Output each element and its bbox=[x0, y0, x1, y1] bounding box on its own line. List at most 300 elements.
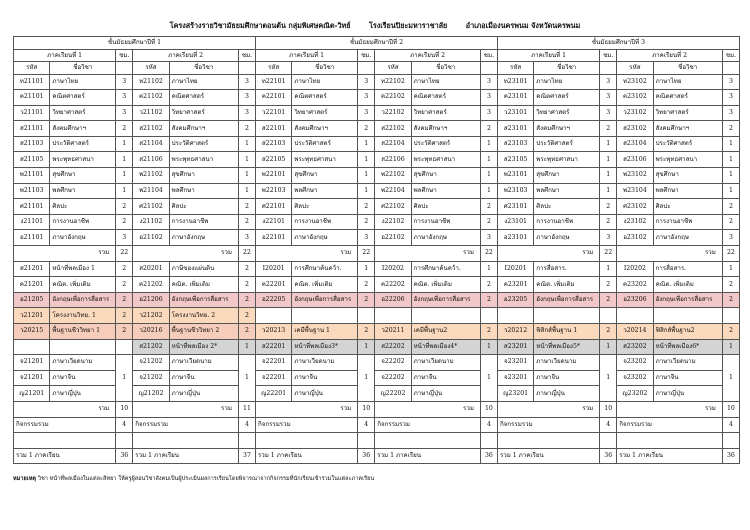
semester-header: ภาคเรียนที่ 1 bbox=[14, 49, 116, 62]
subject-name: ภาษาอังกฤษ bbox=[50, 230, 116, 246]
subject-name: หน้าที่พลเมือง 2* bbox=[169, 339, 238, 355]
subject-hours: 2 bbox=[600, 292, 617, 308]
year-header: ชั้นมัธยมศึกษาปีที่ 1 bbox=[14, 37, 256, 50]
language-code: จ21202 bbox=[133, 370, 169, 386]
subject-name: ประวัติศาสตร์ bbox=[50, 136, 116, 152]
language-code: ญ22202 bbox=[375, 386, 411, 402]
subject-name: ประวัติศาสตร์ bbox=[411, 136, 480, 152]
subject-name: เคมีพื้นฐาน 1 bbox=[292, 324, 358, 340]
year-header: ชั้นมัธยมศึกษาปีที่ 2 bbox=[255, 37, 497, 50]
hours-header bbox=[238, 62, 255, 75]
table-row bbox=[14, 433, 740, 449]
subject-code: อ22102 bbox=[375, 230, 411, 246]
language-code: ญ23202 bbox=[617, 386, 653, 402]
subject-code: ส22202 bbox=[375, 339, 411, 355]
subject-code: ส22103 bbox=[255, 136, 291, 152]
activity-label: กิจกรรมรวม bbox=[497, 417, 599, 433]
language-code: จ22201 bbox=[255, 355, 291, 371]
total-hours: 22 bbox=[116, 246, 133, 262]
subject-name: อังกฤษเพื่อการสื่อสาร bbox=[411, 292, 480, 308]
subject-hours: 2 bbox=[600, 277, 617, 293]
language-name: ภาษาเวียดนาม bbox=[411, 355, 480, 371]
blank-cell bbox=[14, 433, 116, 449]
subject-hours: 2 bbox=[116, 199, 133, 215]
subject-name: วิทยาศาสตร์ bbox=[534, 105, 600, 121]
code-header: รหัส bbox=[133, 62, 169, 75]
subject-name: อังกฤษเพื่อการสื่อสาร bbox=[50, 292, 116, 308]
language-name: ภาษาญี่ปุ่น bbox=[534, 386, 600, 402]
total-label: รวม bbox=[133, 246, 239, 262]
subject-name: การงานอาชีพ bbox=[653, 214, 722, 230]
subject-name: ภาษีของแผ่นดิน bbox=[169, 261, 238, 277]
subject-name: พระพุทธศาสนา bbox=[534, 152, 600, 168]
subject-hours: 2 bbox=[116, 121, 133, 137]
subject-name: ภาษาไทย bbox=[534, 74, 600, 90]
subject-code: ค22102 bbox=[375, 90, 411, 106]
language-name: ภาษาเวียดนาม bbox=[292, 355, 358, 371]
subject-hours: 2 bbox=[358, 199, 375, 215]
subject-name: คณิตศาสตร์ bbox=[653, 90, 722, 106]
subject-hours: 1 bbox=[358, 152, 375, 168]
subject-hours: 1 bbox=[722, 339, 739, 355]
subject-code: ศ21101 bbox=[14, 199, 50, 215]
activity-label: กิจกรรมรวม bbox=[375, 417, 481, 433]
language-code: จ23201 bbox=[497, 370, 533, 386]
total-hours: 10 bbox=[358, 401, 375, 417]
subject-name: หน้าที่พลเมือง6* bbox=[653, 339, 722, 355]
subject-code: ค21201 bbox=[14, 277, 50, 293]
subject-name: อังกฤษเพื่อการสื่อสาร bbox=[169, 292, 238, 308]
subject-code: ท22101 bbox=[255, 74, 291, 90]
language-code: จ21202 bbox=[133, 355, 169, 371]
language-name: ภาษาญี่ปุ่น bbox=[653, 386, 722, 402]
subject-code: ส21106 bbox=[133, 152, 169, 168]
subject-header: ชื่อวิชา bbox=[411, 62, 480, 75]
subject-code: อ22101 bbox=[255, 230, 291, 246]
subject-hours: 2 bbox=[722, 292, 739, 308]
subject-hours: 3 bbox=[238, 230, 255, 246]
subject-code: ส21104 bbox=[133, 136, 169, 152]
table-row bbox=[14, 62, 740, 75]
code-header: รหัส bbox=[375, 62, 411, 75]
subject-name: ประวัติศาสตร์ bbox=[169, 136, 238, 152]
subject-hours: 1 bbox=[600, 168, 617, 184]
semester-header: ภาคเรียนที่ 2 bbox=[133, 49, 239, 62]
subject-hours: 2 bbox=[238, 214, 255, 230]
subject-name: ภาษาอังกฤษ bbox=[534, 230, 600, 246]
total-label: รวม bbox=[255, 401, 357, 417]
total-label: รวม bbox=[375, 401, 481, 417]
hours-header: ชม. bbox=[480, 49, 497, 62]
blank-cell bbox=[722, 433, 739, 449]
subject-name: สุขศึกษา bbox=[534, 168, 600, 184]
total-hours: 11 bbox=[238, 401, 255, 417]
grand-total-label: รวม 1 ภาคเรียน bbox=[375, 448, 481, 464]
subject-name: หน้าที่พลเมือง5* bbox=[534, 339, 600, 355]
subject-hours: 3 bbox=[722, 90, 739, 106]
subject-name: คณิตศาสตร์ bbox=[534, 90, 600, 106]
subject-name: ศิลปะ bbox=[50, 199, 116, 215]
subject-code: ส23106 bbox=[617, 152, 653, 168]
subject-hours: 2 bbox=[600, 199, 617, 215]
subject-code bbox=[14, 339, 50, 355]
subject-code: ว20212 bbox=[497, 324, 533, 340]
subject-hours: 1 bbox=[480, 261, 497, 277]
subject-hours bbox=[116, 339, 133, 355]
subject-hours: 2 bbox=[358, 292, 375, 308]
subject-name bbox=[50, 339, 116, 355]
activity-hours: 4 bbox=[116, 417, 133, 433]
subject-code: ศ21102 bbox=[133, 199, 169, 215]
subject-code: ง22101 bbox=[255, 214, 291, 230]
subject-code: ว20216 bbox=[133, 324, 169, 340]
subject-name: วิทยาศาสตร์ bbox=[169, 105, 238, 121]
blank-cell bbox=[600, 433, 617, 449]
table-row bbox=[14, 183, 740, 199]
subject-code: ค21102 bbox=[133, 90, 169, 106]
subject-code: ท22102 bbox=[375, 74, 411, 90]
subject-name: ภาษาไทย bbox=[653, 74, 722, 90]
subject-hours: 1 bbox=[116, 152, 133, 168]
subject-hours: 2 bbox=[116, 308, 133, 324]
subject-hours: 2 bbox=[238, 277, 255, 293]
subject-name: โครงงานวิทย. 1 bbox=[50, 308, 116, 324]
subject-code: ส23202 bbox=[617, 339, 653, 355]
grand-total-hours: 36 bbox=[722, 448, 739, 464]
subject-name: การงานอาชีพ bbox=[292, 214, 358, 230]
subject-name: วิทยาศาสตร์ bbox=[653, 105, 722, 121]
subject-hours: 2 bbox=[238, 324, 255, 340]
subject-code: ว20215 bbox=[14, 324, 50, 340]
subject-code: อ22205 bbox=[255, 292, 291, 308]
subject-code: ส23101 bbox=[497, 121, 533, 137]
total-hours: 22 bbox=[238, 246, 255, 262]
language-hours: 1 bbox=[116, 355, 133, 402]
total-label: รวม bbox=[617, 246, 723, 262]
subject-name: พระพุทธศาสนา bbox=[411, 152, 480, 168]
subject-hours: 2 bbox=[480, 324, 497, 340]
subject-hours: 2 bbox=[722, 214, 739, 230]
subject-name: สุขศึกษา bbox=[292, 168, 358, 184]
language-name: ภาษาจีน bbox=[411, 370, 480, 386]
subject-hours: 2 bbox=[116, 214, 133, 230]
subject-hours: 1 bbox=[722, 261, 739, 277]
language-code: จ23201 bbox=[497, 355, 533, 371]
subject-name: ภาษาไทย bbox=[292, 74, 358, 90]
subject-hours: 3 bbox=[600, 90, 617, 106]
table-row bbox=[14, 121, 740, 137]
subject-name: สุขศึกษา bbox=[411, 168, 480, 184]
subject-name: อังกฤษเพื่อการสื่อสาร bbox=[292, 292, 358, 308]
code-header: รหัส bbox=[14, 62, 50, 75]
subject-name: อังกฤษเพื่อการสื่อสาร bbox=[653, 292, 722, 308]
subject-hours: 1 bbox=[116, 136, 133, 152]
subject-hours: 2 bbox=[722, 277, 739, 293]
subject-name: ศิลปะ bbox=[292, 199, 358, 215]
total-label: รวม bbox=[617, 401, 723, 417]
language-hours: 1 bbox=[722, 355, 739, 402]
subject-hours: 3 bbox=[480, 74, 497, 90]
subject-hours: 1 bbox=[238, 339, 255, 355]
subject-name: หน้าที่พลเมือง4* bbox=[411, 339, 480, 355]
subject-hours: 1 bbox=[600, 136, 617, 152]
subject-code: อ23205 bbox=[497, 292, 533, 308]
subject-code: พ21102 bbox=[133, 168, 169, 184]
table-row bbox=[14, 152, 740, 168]
subject-name: อังกฤษเพื่อการสื่อสาร bbox=[534, 292, 600, 308]
subject-code: พ22102 bbox=[375, 168, 411, 184]
subject-hours: 2 bbox=[238, 292, 255, 308]
total-label: รวม bbox=[497, 401, 599, 417]
subject-hours: 3 bbox=[722, 105, 739, 121]
subject-hours: 1 bbox=[600, 152, 617, 168]
subject-name: ศิลปะ bbox=[411, 199, 480, 215]
subject-hours: 2 bbox=[480, 121, 497, 137]
subject-code: I20201 bbox=[255, 261, 291, 277]
table-row bbox=[14, 417, 740, 433]
subject-name: ฟิสิกส์พื้นฐาน2 bbox=[653, 324, 722, 340]
language-name: ภาษาญี่ปุ่น bbox=[292, 386, 358, 402]
language-hours: 1 bbox=[238, 355, 255, 402]
subject-hours: 1 bbox=[480, 168, 497, 184]
subject-code: ว20214 bbox=[617, 324, 653, 340]
table-row bbox=[14, 230, 740, 246]
subject-hours: 1 bbox=[358, 261, 375, 277]
subject-name: ศิลปะ bbox=[653, 199, 722, 215]
subject-name: ศิลปะ bbox=[169, 199, 238, 215]
subject-name: สังคมศึกษาฯ bbox=[653, 121, 722, 137]
subject-code bbox=[617, 308, 653, 324]
total-hours: 10 bbox=[722, 401, 739, 417]
subject-code: ง22102 bbox=[375, 214, 411, 230]
subject-hours: 2 bbox=[480, 214, 497, 230]
subject-hours: 2 bbox=[358, 324, 375, 340]
subject-code: ส21101 bbox=[14, 121, 50, 137]
subject-hours: 2 bbox=[722, 121, 739, 137]
subject-name: สุขศึกษา bbox=[169, 168, 238, 184]
subject-name: การงานอาชีพ bbox=[50, 214, 116, 230]
table-row bbox=[14, 401, 740, 417]
language-name: ภาษาญี่ปุ่น bbox=[411, 386, 480, 402]
language-name: ภาษาจีน bbox=[534, 370, 600, 386]
subject-name: พลศึกษา bbox=[169, 183, 238, 199]
subject-code: อ23102 bbox=[617, 230, 653, 246]
subject-code: อ21205 bbox=[14, 292, 50, 308]
subject-name: หน้าที่พลเมือง3* bbox=[292, 339, 358, 355]
subject-name: คณิตศาสตร์ bbox=[411, 90, 480, 106]
subject-code bbox=[255, 308, 291, 324]
subject-name: คณิต. เพิ่มเติม bbox=[292, 277, 358, 293]
subject-hours: 1 bbox=[358, 183, 375, 199]
subject-hours: 2 bbox=[600, 324, 617, 340]
subject-code: อ21101 bbox=[14, 230, 50, 246]
subject-code: ส21201 bbox=[14, 261, 50, 277]
table-row bbox=[14, 214, 740, 230]
subject-name: พื้นฐานชีววิทยา 1 bbox=[50, 324, 116, 340]
subject-name: คณิต. เพิ่มเติม bbox=[411, 277, 480, 293]
subject-code: ส21102 bbox=[133, 121, 169, 137]
subject-code: ค23201 bbox=[497, 277, 533, 293]
language-code: จ23202 bbox=[617, 370, 653, 386]
footnote bbox=[13, 475, 740, 483]
subject-name: พื้นฐานชีววิทยา 2 bbox=[169, 324, 238, 340]
subject-hours: 2 bbox=[358, 121, 375, 137]
subject-name: การสื่อสาร. bbox=[534, 261, 600, 277]
subject-code: ศ23101 bbox=[497, 199, 533, 215]
subject-hours: 3 bbox=[238, 74, 255, 90]
table-row bbox=[14, 49, 740, 62]
activity-hours: 4 bbox=[600, 417, 617, 433]
subject-code: ค23101 bbox=[497, 90, 533, 106]
subject-name: สังคมศึกษาฯ bbox=[292, 121, 358, 137]
table-row bbox=[14, 355, 740, 371]
subject-code: ส23104 bbox=[617, 136, 653, 152]
subject-name: การสื่อสาร. bbox=[653, 261, 722, 277]
total-label: รวม bbox=[497, 246, 599, 262]
blank-cell bbox=[255, 433, 357, 449]
language-name: ภาษาเวียดนาม bbox=[50, 355, 116, 371]
language-code: จ22201 bbox=[255, 370, 291, 386]
hours-header bbox=[722, 62, 739, 75]
subject-hours: 1 bbox=[116, 168, 133, 184]
subject-hours: 3 bbox=[358, 105, 375, 121]
language-name: ภาษาญี่ปุ่น bbox=[169, 386, 238, 402]
subject-code: ส22105 bbox=[255, 152, 291, 168]
total-label: รวม bbox=[14, 246, 116, 262]
subject-header: ชื่อวิชา bbox=[169, 62, 238, 75]
subject-hours: 1 bbox=[238, 168, 255, 184]
hours-header: ชม. bbox=[600, 49, 617, 62]
subject-code: ส23105 bbox=[497, 152, 533, 168]
subject-hours: 3 bbox=[358, 74, 375, 90]
subject-hours: 3 bbox=[600, 230, 617, 246]
title-project: โครงสร้างรายวิชามัธยมศึกษาตอนต้น กลุ่มพิเศษคณิต-วิทย์ bbox=[169, 21, 351, 30]
subject-code: ส23103 bbox=[497, 136, 533, 152]
language-name: ภาษาเวียดนาม bbox=[653, 355, 722, 371]
grand-total-hours: 36 bbox=[480, 448, 497, 464]
subject-hours: 2 bbox=[358, 277, 375, 293]
activity-hours: 4 bbox=[722, 417, 739, 433]
subject-name: พระพุทธศาสนา bbox=[169, 152, 238, 168]
subject-code: พ21101 bbox=[14, 168, 50, 184]
grand-total-hours: 36 bbox=[116, 448, 133, 464]
total-hours: 22 bbox=[600, 246, 617, 262]
blank-cell bbox=[133, 433, 239, 449]
footnote-text: วิชา หน้าที่พลเมืองในแต่ละสิทยา ให้ครูผู้สอนวิชาสังคมเป็นผู้ประเมินผลการเรียนโดยพิจารณาจากกิจกรรมที่นักเรียนเข้าร่วมในแต่ละภาคเรียน bbox=[37, 476, 375, 482]
language-name: ภาษาเวียดนาม bbox=[169, 355, 238, 371]
subject-hours bbox=[600, 308, 617, 324]
subject-code: ส21202 bbox=[133, 339, 169, 355]
subject-name: ประวัติศาสตร์ bbox=[292, 136, 358, 152]
language-code: ญ22201 bbox=[255, 386, 291, 402]
subject-name: การศึกษาค้นคว้า. bbox=[411, 261, 480, 277]
subject-name: พลศึกษา bbox=[653, 183, 722, 199]
subject-hours: 2 bbox=[480, 292, 497, 308]
language-name: ภาษาจีน bbox=[169, 370, 238, 386]
subject-code: พ22104 bbox=[375, 183, 411, 199]
subject-code: ว21201 bbox=[14, 308, 50, 324]
table-row bbox=[14, 199, 740, 215]
grand-total-label: รวม 1 ภาคเรียน bbox=[497, 448, 599, 464]
subject-code: ง23102 bbox=[617, 214, 653, 230]
subject-code: ท21102 bbox=[133, 74, 169, 90]
subject-name: ภาษาอังกฤษ bbox=[653, 230, 722, 246]
subject-code: อ21102 bbox=[133, 230, 169, 246]
subject-hours: 1 bbox=[722, 183, 739, 199]
total-hours: 22 bbox=[722, 246, 739, 262]
subject-code: ศ22101 bbox=[255, 199, 291, 215]
subject-hours: 1 bbox=[722, 136, 739, 152]
subject-name: สังคมศึกษาฯ bbox=[411, 121, 480, 137]
total-hours: 22 bbox=[358, 246, 375, 262]
language-code: จ22202 bbox=[375, 355, 411, 371]
language-name: ภาษาญี่ปุ่น bbox=[50, 386, 116, 402]
subject-hours: 3 bbox=[480, 230, 497, 246]
subject-hours: 3 bbox=[600, 74, 617, 90]
table-row bbox=[14, 105, 740, 121]
table-row bbox=[14, 292, 740, 308]
title-school: โรงเรียนปิยะมหาราชาลัย bbox=[368, 21, 448, 30]
subject-name: ภาษาอังกฤษ bbox=[169, 230, 238, 246]
language-code: จ21201 bbox=[14, 355, 50, 371]
curriculum-table bbox=[13, 36, 740, 464]
subject-name bbox=[534, 308, 600, 324]
subject-code: ง23101 bbox=[497, 214, 533, 230]
activity-label: กิจกรรมรวม bbox=[133, 417, 239, 433]
subject-name: ภาษาอังกฤษ bbox=[411, 230, 480, 246]
subject-name: สังคมศึกษาฯ bbox=[534, 121, 600, 137]
subject-hours: 1 bbox=[116, 183, 133, 199]
language-code: จ21201 bbox=[14, 370, 50, 386]
subject-hours: 1 bbox=[358, 339, 375, 355]
hours-header: ชม. bbox=[358, 49, 375, 62]
table-row bbox=[14, 277, 740, 293]
total-hours: 10 bbox=[480, 401, 497, 417]
language-name: ภาษาเวียดนาม bbox=[534, 355, 600, 371]
subject-code: ค22101 bbox=[255, 90, 291, 106]
hours-header bbox=[600, 62, 617, 75]
subject-hours: 3 bbox=[116, 230, 133, 246]
grand-total-hours: 37 bbox=[238, 448, 255, 464]
subject-code: ส21103 bbox=[14, 136, 50, 152]
subject-code: อ21206 bbox=[133, 292, 169, 308]
total-hours: 22 bbox=[480, 246, 497, 262]
language-name: ภาษาจีน bbox=[653, 370, 722, 386]
subject-hours: 3 bbox=[116, 105, 133, 121]
subject-hours: 3 bbox=[358, 90, 375, 106]
subject-hours: 1 bbox=[238, 136, 255, 152]
grand-total-hours: 36 bbox=[600, 448, 617, 464]
subject-header: ชื่อวิชา bbox=[292, 62, 358, 75]
table-row bbox=[14, 168, 740, 184]
subject-hours: 3 bbox=[480, 90, 497, 106]
subject-hours: 3 bbox=[116, 90, 133, 106]
subject-hours: 3 bbox=[722, 74, 739, 90]
table-row bbox=[14, 339, 740, 355]
subject-hours: 2 bbox=[116, 277, 133, 293]
subject-name: วิทยาศาสตร์ bbox=[411, 105, 480, 121]
blank-cell bbox=[497, 433, 599, 449]
subject-name bbox=[411, 308, 480, 324]
subject-code: พ22101 bbox=[255, 168, 291, 184]
language-code: จ22202 bbox=[375, 370, 411, 386]
subject-code: ว21202 bbox=[133, 308, 169, 324]
subject-code: ค21101 bbox=[14, 90, 50, 106]
subject-code: อ23206 bbox=[617, 292, 653, 308]
blank-cell bbox=[480, 433, 497, 449]
subject-code: ส22106 bbox=[375, 152, 411, 168]
subject-code: ส22101 bbox=[255, 121, 291, 137]
